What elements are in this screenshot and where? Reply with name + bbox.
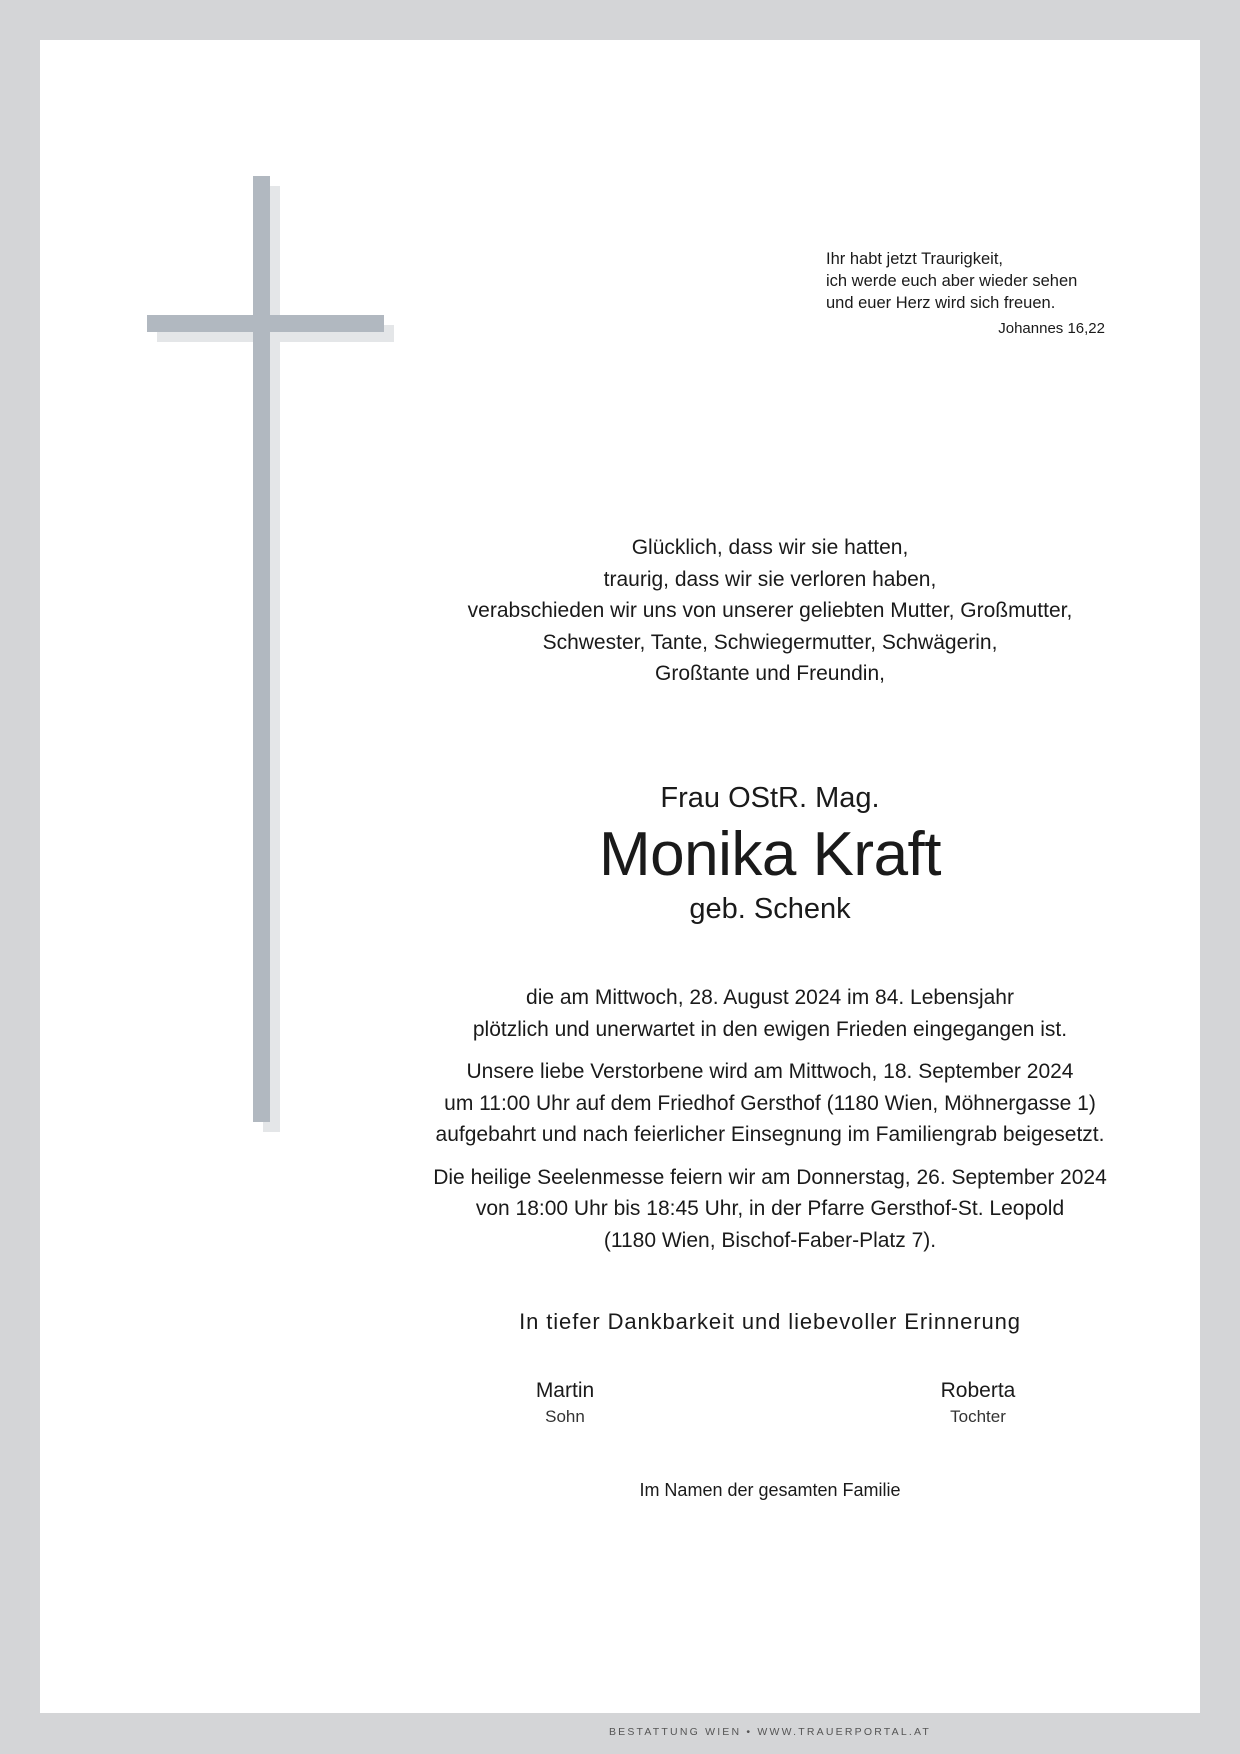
details-line: die am Mittwoch, 28. August 2024 im 84. Lebensjahr — [526, 986, 1014, 1009]
intro-line: Großtante und Freundin, — [655, 662, 885, 685]
deceased-title: Frau OStR. Mag. — [660, 782, 880, 814]
quote-line: Ihr habt jetzt Traurigkeit, — [826, 250, 1003, 268]
details-line: (1180 Wien, Bischof-Faber-Platz 7). — [603, 1228, 937, 1252]
details-line: von 18:00 Uhr bis 18:45 Uhr, in der Pfarre Gersthof-St. Leopold — [475, 1197, 1065, 1220]
details-line: aufgebahrt und nach feierlicher Einsegnung im Familiengrab beigesetzt. — [435, 1123, 1105, 1146]
family-note: Im Namen der gesamten Familie — [639, 1480, 901, 1500]
intro-line: Glücklich, dass wir sie hatten, — [631, 536, 909, 559]
intro-line: Schwester, Tante, Schwiegermutter, Schwägerin, — [542, 630, 998, 654]
closing-line: In tiefer Dankbarkeit und liebevoller Erinnerung — [519, 1309, 1021, 1334]
cross-beam-horizontal — [147, 315, 384, 332]
details-line: plötzlich und unerwartet in den ewigen Frieden eingegangen ist. — [472, 1017, 1068, 1041]
signer-roberta — [858, 1377, 1098, 1429]
intro-line: verabschieden wir uns von unserer geliebten Mutter, Großmutter, — [467, 599, 1073, 622]
signer-name: Roberta — [940, 1379, 1016, 1402]
burial-paragraph — [370, 1056, 1170, 1151]
signer-name: Martin — [535, 1379, 595, 1402]
details-line: um 11:00 Uhr auf dem Friedhof Gersthof (1180 Wien, Möhnergasse 1) — [444, 1091, 1096, 1115]
obituary-card — [40, 40, 1200, 1738]
details-line: Unsere liebe Verstorbene wird am Mittwoch, 18. September 2024 — [466, 1060, 1074, 1083]
quote-reference: Johannes 16,22 — [998, 320, 1105, 337]
details-text — [370, 982, 1170, 1267]
signer-martin — [445, 1377, 685, 1429]
details-line: Die heilige Seelenmesse feiern wir am Donnerstag, 26. September 2024 — [433, 1165, 1107, 1189]
deceased-birth-name: geb. Schenk — [689, 893, 851, 925]
signer-relation: Sohn — [545, 1407, 585, 1426]
deceased-name: Monika Kraft — [598, 820, 942, 889]
footer-imprint: BESTATTUNG WIEN • WWW.TRAUERPORTAL.AT — [608, 1726, 932, 1738]
mass-paragraph — [370, 1162, 1170, 1257]
death-paragraph — [370, 982, 1170, 1045]
intro-text — [370, 532, 1170, 690]
quote-line: ich werde euch aber wieder sehen — [826, 272, 1078, 290]
signer-relation: Tochter — [950, 1407, 1006, 1426]
quote-line: und euer Herz wird sich freuen. — [826, 294, 1056, 312]
bible-quote — [826, 248, 1146, 340]
intro-line: traurig, dass wir sie verloren haben, — [603, 567, 937, 591]
